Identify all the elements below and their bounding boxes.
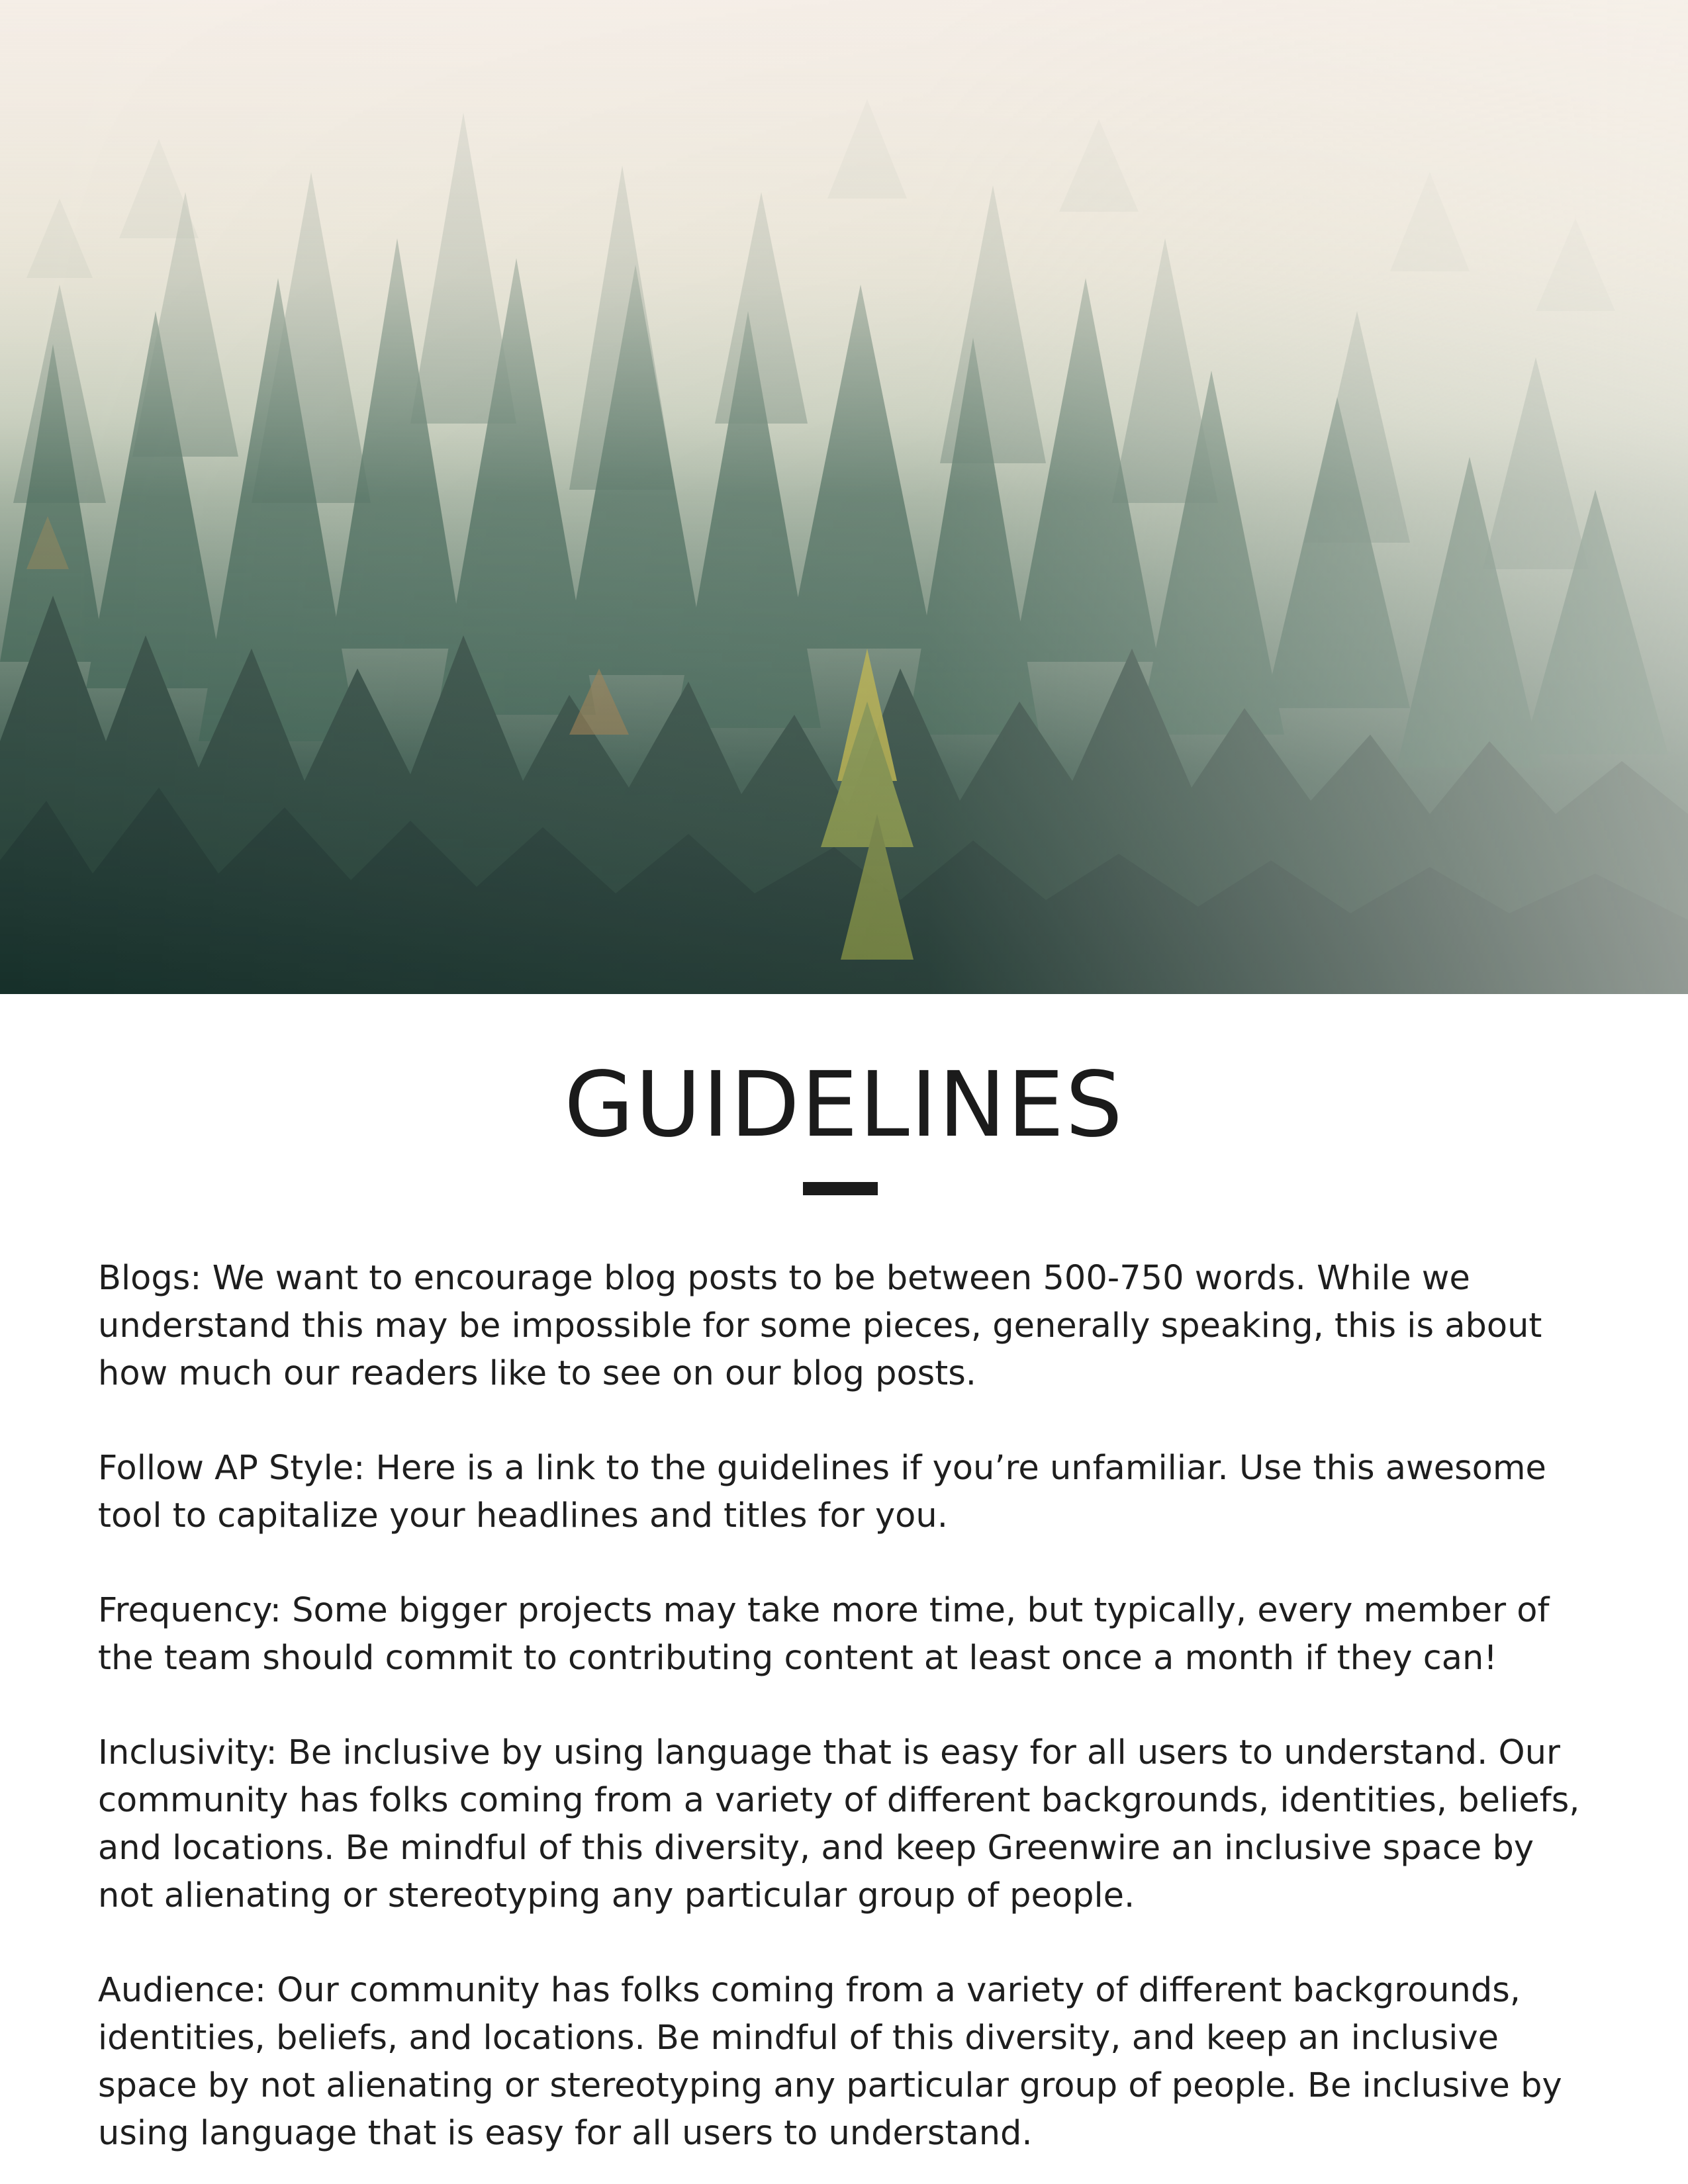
hero-forest-image [0,0,1688,994]
guideline-ap-style: Follow AP Style: Here is a link to the guidelines if you’re unfamiliar. Use this awesome tool to capitalize your headlines and titles for you. [98,1449,1546,1535]
forest-illustration [0,0,1688,994]
page-title: GUIDELINES [564,1053,1124,1158]
guideline-inclusivity: Inclusivity: Be inclusive by using language that is easy for all users to understand. Our community has folks coming from a variety of different backgrounds, identities, beliefs, and locations. Be mindful of this diversity, and keep Greenwire an inclusive space by not alienating or stereotyping any particular group of people. [98,1733,1580,1915]
guideline-frequency: Frequency: Some bigger projects may take more time, but typically, every member of the team should commit to contributing content at least once a month if they can! [98,1591,1550,1678]
guideline-blogs: Blogs: We want to encourage blog posts to be between 500-750 words. While we understand this may be impossible for some pieces, generally speaking, this is about how much our readers like to see on our blog posts. [98,1259,1542,1393]
guideline-audience: Audience: Our community has folks coming from a variety of different backgrounds, identities, beliefs, and locations. Be mindful of this diversity, and keep an inclusive space by not alienating or stereotyping any particular group of people. Be inclusive by using language that is easy for all users to understand. [98,1971,1562,2153]
guidelines-content [98,1255,1594,2158]
title-underline [803,1182,878,1195]
